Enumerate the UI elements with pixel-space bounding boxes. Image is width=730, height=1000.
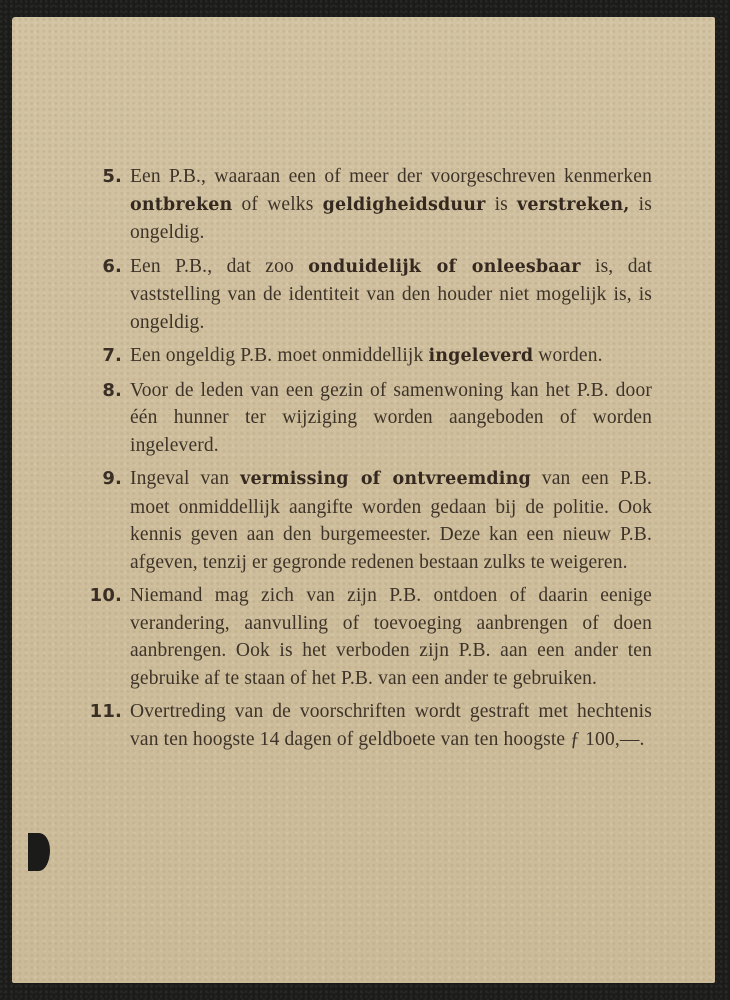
emphasized-text: vermissing of ontvreemding <box>240 469 531 489</box>
text-run: Overtreding van de voorschriften wordt gestraft met hechtenis van ten hoogste 14 dagen of geldboete van ten hoogste ƒ 100,—. <box>130 701 652 750</box>
text-run: van een P.B. moet onmiddellijk aangifte worden gedaan bij de politie. Ook kennis geven aan den burgemeester. Deze kan een nieuw P.B. afgeven, tenzij er gegronde redenen bestaan zulks te weigeren. <box>130 468 652 573</box>
rule-number: 5. <box>102 166 122 187</box>
rule-7 <box>92 342 652 371</box>
emphasized-text: verstreken, <box>517 194 630 215</box>
rule-text <box>130 582 652 692</box>
rule-number: 6. <box>102 255 122 277</box>
rule-8 <box>92 377 652 460</box>
rule-10 <box>89 582 652 692</box>
rule-text <box>130 698 652 753</box>
text-run: is ongeldig. <box>130 193 652 243</box>
rule-11 <box>89 698 652 753</box>
text-run: worden. <box>533 345 603 366</box>
rule-text <box>130 253 652 337</box>
text-run: Niemand mag zich van zijn P.B. ontdoen of daarin eenige verandering, aanvulling of toevoeging aanbrengen of doen aanbrengen. Ook is het verboden zijn P.B. aan een ander ten gebruike af te staan of het P.B. van een ander te gebruiken. <box>130 585 652 689</box>
emphasized-text: onduidelijk of onleesbaar <box>308 256 581 277</box>
emphasized-text: ingeleverd <box>428 346 534 366</box>
emphasized-text: ontbreken <box>130 194 233 215</box>
text-run: is <box>485 193 518 215</box>
text-run: Een ongeldig P.B. moet onmiddellijk <box>130 345 429 366</box>
rule-text <box>130 163 652 247</box>
text-run: Ingeval van <box>130 468 241 489</box>
text-run: is, dat vaststelling van de identiteit van den houder niet mogelijk is, is ongeldig. <box>130 255 653 333</box>
rules-list <box>89 163 653 759</box>
rule-number: 11. <box>89 701 122 722</box>
rule-number: 9. <box>102 468 122 489</box>
rule-6 <box>92 253 652 337</box>
emphasized-text: geldigheidsduur <box>322 194 486 215</box>
rule-5 <box>92 163 652 247</box>
text-run: Een P.B., dat zoo <box>130 255 309 277</box>
rule-text <box>130 465 652 576</box>
rule-text <box>130 377 652 460</box>
text-run: Een P.B., waaraan een of meer der voorgeschreven kenmerken <box>130 166 652 187</box>
text-run: Voor de leden van een gezin of samenwoning kan het P.B. door één hunner ter wijziging worden aangeboden of worden ingeleverd. <box>130 379 652 456</box>
rule-number: 10. <box>89 585 122 606</box>
rule-number: 7. <box>102 345 122 366</box>
rule-9 <box>92 465 652 576</box>
rule-text <box>130 342 652 371</box>
rule-number: 8. <box>102 379 122 401</box>
text-run: of welks <box>232 193 323 215</box>
